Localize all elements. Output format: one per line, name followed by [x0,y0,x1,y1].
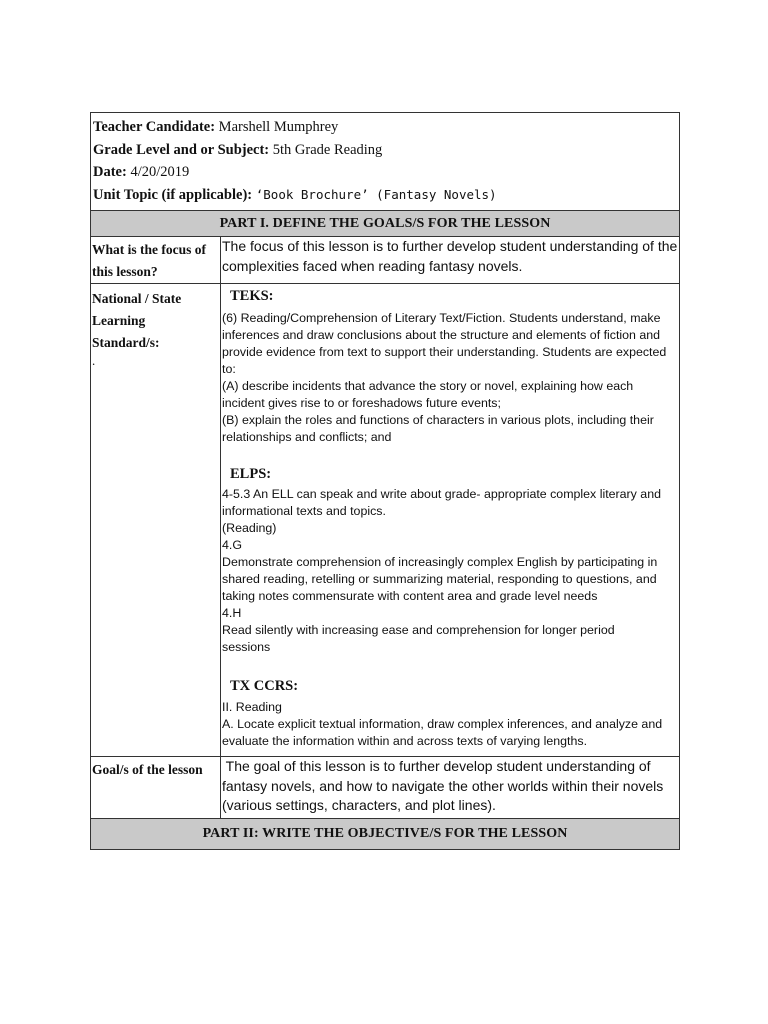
part1-row [91,211,680,237]
goals-text-line: (various settings, characters, and plot lines). [222,797,496,813]
elps-line: 4-5.3 An ELL can speak and write about grade- appropriate complex literary and [222,487,661,501]
header-cell [91,113,680,211]
unit-value: ‘Book Brochure’ (Fantasy Novels) [255,186,497,202]
standards-label-line: National / State [92,291,182,306]
ccrs-line: II. Reading [222,700,282,714]
grade-value: 5th Grade Reading [272,141,383,158]
focus-label-line: What is the focus of [92,242,206,257]
teacher-value: Marshell Mumphrey [218,119,339,135]
goals-row [91,757,680,819]
teacher-label: Teacher Candidate: [93,119,216,135]
goals-text-line: fantasy novels, and how to navigate the other worlds within their novels [222,777,664,794]
part1-title: PART I. DEFINE THE GOALS/S FOR THE LESSON [91,211,680,237]
unit-line [93,184,677,207]
teks-line: provide evidence from text to support their understanding. Students are expected [222,345,667,359]
goals-text [221,757,680,819]
teks-line: to: [222,362,236,376]
standards-label-dot: . [92,353,96,368]
part2-row [91,819,680,850]
header-row [91,113,680,211]
goals-label-line: Goal/s of the lesson [92,762,203,777]
standards-label-line: Standard/s: [92,335,160,350]
elps-text [222,486,679,656]
unit-label: Unit Topic (if applicable): [93,186,253,203]
grade-label: Grade Level and or Subject: [93,141,270,158]
focus-text [221,237,680,284]
standards-label [91,284,221,757]
elps-line: 4.H [222,606,242,620]
teks-line: (6) Reading/Comprehension of Literary Text/Fiction. Students understand, make [222,311,661,325]
teacher-line [93,116,677,139]
date-line [93,161,677,184]
goals-label [91,757,221,819]
elps-line: informational texts and topics. [222,504,386,518]
standards-row [91,284,680,757]
date-value: 4/20/2019 [130,164,190,180]
focus-label-line: this lesson? [92,264,158,279]
lesson-plan-table [90,112,680,850]
elps-line: shared reading, retelling or summarizing material, responding to questions, and [222,572,657,586]
teks-line: relationships and conflicts; and [222,430,392,444]
elps-line: (Reading) [222,521,277,535]
standards-label-line: Learning [92,313,146,328]
teks-line: incident gives rise to or foreshadows future events; [222,396,501,410]
focus-text-line: complexities faced when reading fantasy novels. [222,257,523,274]
teks-title: TEKS: [230,288,274,304]
teks-line: (B) explain the roles and functions of characters in various plots, including their [222,413,654,427]
date-label: Date: [93,164,127,180]
elps-line: sessions [222,640,271,654]
standards-content [221,284,680,757]
ccrs-title: TX CCRS: [230,678,299,694]
part2-title: PART II: WRITE THE OBJECTIVE/S FOR THE LESSON [91,819,680,850]
elps-line: 4.G [222,538,242,552]
grade-line [93,139,677,162]
goals-text-line: The goal of this lesson is to further develop student understanding of [222,758,651,774]
elps-title: ELPS: [230,466,272,482]
focus-row [91,237,680,284]
ccrs-line: evaluate the information within and across texts of varying lengths. [222,734,588,748]
elps-line: taking notes commensurate with content area and grade level needs [222,589,598,603]
elps-line: Read silently with increasing ease and comprehension for longer period [222,623,615,637]
teks-line: (A) describe incidents that advance the story or novel, explaining how each [222,379,634,393]
focus-text-line: The focus of this lesson is to further develop student understanding of the [222,238,678,254]
focus-label [91,237,221,284]
teks-line: inferences and draw conclusions about the structure and elements of fiction and [222,328,661,342]
ccrs-text [222,699,679,750]
teks-text [222,310,679,446]
ccrs-line: A. Locate explicit textual information, draw complex inferences, and analyze and [222,717,663,731]
elps-line: Demonstrate comprehension of increasingly complex English by participating in [222,555,658,569]
